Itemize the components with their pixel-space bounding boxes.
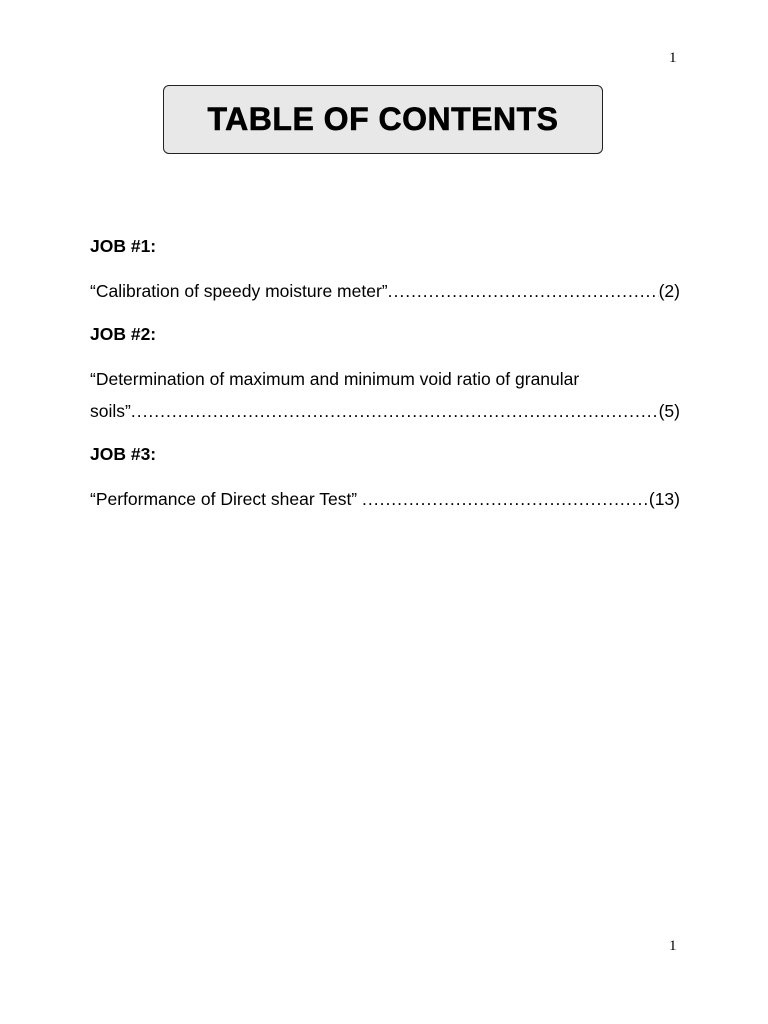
dot-leader [388, 275, 659, 307]
dot-leader [131, 395, 659, 427]
page-title: TABLE OF CONTENTS [207, 101, 559, 137]
job-3-entry[interactable] [90, 483, 680, 515]
job-3-heading: JOB #3: [90, 444, 157, 464]
job-2-heading: JOB #2: [90, 324, 157, 344]
job-2-title-line2-row [90, 395, 680, 427]
title-box [163, 85, 603, 154]
page-number-top: 1 [669, 50, 677, 66]
table-of-contents [90, 233, 680, 515]
job-2-title-line2: soils” [90, 401, 131, 421]
job-3-title: “Performance of Direct shear Test” [90, 489, 362, 509]
job-2-entry[interactable] [90, 363, 680, 427]
job-1-title: “Calibration of speedy moisture meter” [90, 281, 388, 301]
page-number-bottom: 1 [669, 938, 677, 954]
job-2-page-ref: (5) [658, 401, 680, 421]
dot-leader [362, 483, 649, 515]
job-1-heading: JOB #1: [90, 236, 157, 256]
job-1-page-ref: (2) [658, 281, 680, 301]
job-3-page-ref: (13) [648, 489, 680, 509]
job-2-title-line1: “Determination of maximum and minimum void ratio of granular [90, 369, 580, 389]
job-1-entry[interactable] [90, 275, 680, 307]
